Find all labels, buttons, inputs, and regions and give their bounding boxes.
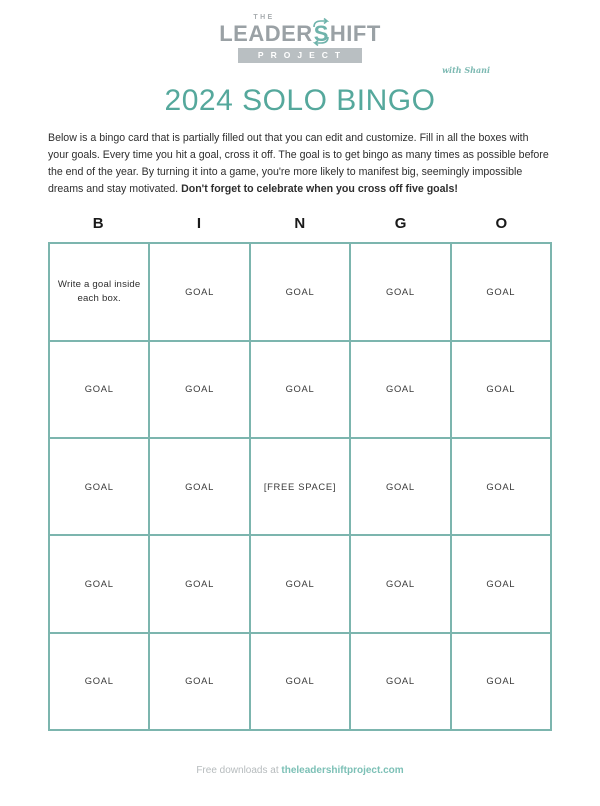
bingo-cell[interactable]: GOAL bbox=[150, 634, 250, 731]
bingo-cell[interactable]: GOAL bbox=[452, 634, 552, 731]
logo-project-bar: PROJECT bbox=[238, 48, 362, 63]
bingo-cell[interactable]: GOAL bbox=[452, 342, 552, 439]
intro-text: Below is a bingo card that is partially filled out that you can edit and customize. Fill in all the boxes with your goals. Every time you hit a goal, cross it off. The goal is to get bingo as many times as possible before the end of the year. By turning it into a game, you're more likely to manifest big, seemingly impossible dreams and stay motivated. bbox=[48, 131, 549, 196]
refresh-arrow-icon bbox=[310, 19, 332, 45]
intro-paragraph bbox=[48, 130, 552, 199]
logo-tagline: with Shani bbox=[442, 64, 490, 75]
bingo-cell[interactable]: GOAL bbox=[50, 634, 150, 731]
logo-wordmark bbox=[219, 23, 381, 45]
logo-s-glyph: S bbox=[313, 21, 329, 46]
logo-leader-text: LEADER bbox=[219, 21, 313, 46]
bingo-cell[interactable]: GOAL bbox=[351, 536, 451, 633]
bingo-cell[interactable]: GOAL bbox=[351, 342, 451, 439]
column-header-o: O bbox=[495, 215, 508, 233]
column-header-b: B bbox=[92, 215, 105, 233]
bingo-cell[interactable]: GOAL bbox=[251, 536, 351, 633]
bingo-cell[interactable]: GOAL bbox=[150, 244, 250, 341]
bingo-cell[interactable]: GOAL bbox=[251, 634, 351, 731]
page-title: 2024 SOLO BINGO bbox=[164, 83, 436, 117]
bingo-grid bbox=[48, 242, 552, 731]
column-header-i: I bbox=[196, 215, 202, 233]
bingo-cell[interactable]: GOAL bbox=[50, 536, 150, 633]
bingo-cell[interactable]: GOAL bbox=[251, 342, 351, 439]
bingo-cell[interactable]: Write a goal inside each box. bbox=[50, 244, 150, 341]
brand-logo bbox=[0, 0, 600, 75]
bingo-cell[interactable]: GOAL bbox=[251, 244, 351, 341]
column-header-g: G bbox=[394, 215, 407, 233]
footer bbox=[0, 765, 600, 776]
bingo-cell[interactable]: GOAL bbox=[452, 439, 552, 536]
bingo-cell[interactable]: GOAL bbox=[150, 536, 250, 633]
bingo-cell[interactable]: GOAL bbox=[50, 439, 150, 536]
logo-s-letter bbox=[313, 23, 330, 45]
column-header-n: N bbox=[294, 215, 306, 233]
bingo-cell[interactable]: GOAL bbox=[351, 439, 451, 536]
bingo-cell[interactable]: GOAL bbox=[50, 342, 150, 439]
footer-prefix: Free downloads at bbox=[196, 765, 282, 776]
bingo-cell[interactable]: GOAL bbox=[150, 439, 250, 536]
intro-bold-text: Don't forget to celebrate when you cross off five goals! bbox=[181, 183, 458, 196]
bingo-cell[interactable]: GOAL bbox=[351, 244, 451, 341]
bingo-column-headers bbox=[48, 215, 552, 232]
footer-website-link[interactable]: theleadershiftproject.com bbox=[281, 765, 404, 776]
logo-the-text: THE bbox=[253, 14, 275, 21]
bingo-cell[interactable]: GOAL bbox=[452, 536, 552, 633]
bingo-cell[interactable]: GOAL bbox=[452, 244, 552, 341]
bingo-cell-free-space[interactable]: [FREE SPACE] bbox=[251, 439, 351, 536]
bingo-cell[interactable]: GOAL bbox=[351, 634, 451, 731]
logo-hift-text: HIFT bbox=[329, 21, 381, 46]
bingo-cell[interactable]: GOAL bbox=[150, 342, 250, 439]
